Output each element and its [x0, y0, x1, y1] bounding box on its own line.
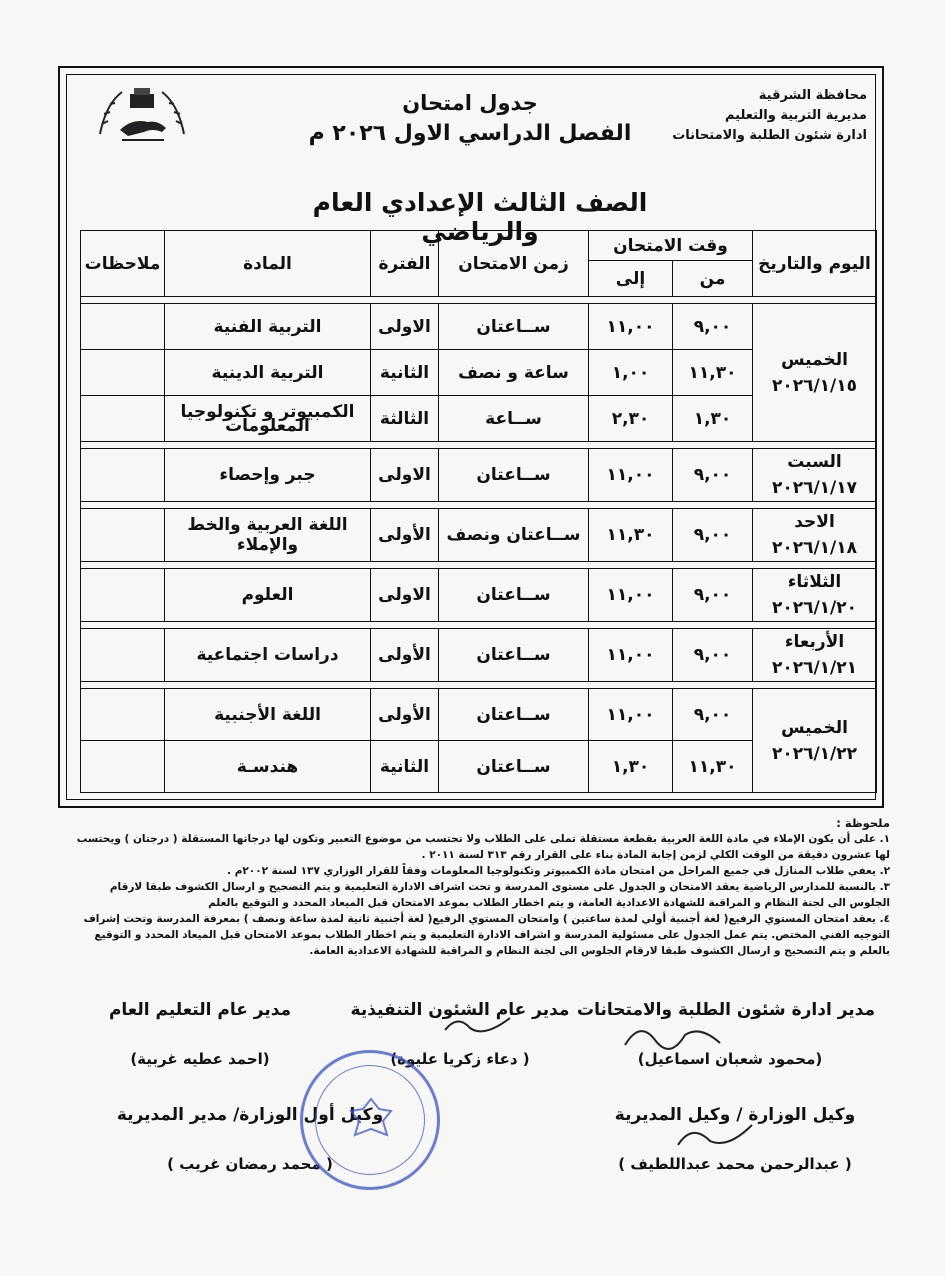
from-cell: ٩,٠٠: [673, 449, 753, 502]
table-row: [81, 304, 877, 350]
subject-cell: هندسـة: [165, 741, 371, 793]
title-block: [300, 88, 640, 150]
note-item: ٢. يعفي طلاب المنازل في جميع المراحل من امتحان مادة الكمبيوتر وتكنولوجيا المعلومات وفقاً للقرار الوزاري ١٣٧ لسنة ٢٠٠٢م .: [227, 865, 890, 877]
from-cell: ٩,٠٠: [673, 629, 753, 682]
period-cell: الاولى: [371, 569, 439, 622]
official-stamp-icon: [300, 1050, 440, 1190]
subject-cell: التربية الدينية: [165, 350, 371, 396]
day-name: الخميس: [781, 717, 848, 738]
from-cell: ١,٣٠: [673, 396, 753, 442]
header-subject: المادة: [165, 231, 371, 297]
notes-cell: [81, 689, 165, 741]
day-cell: [753, 629, 877, 682]
table-row: [81, 629, 877, 682]
period-cell: الأولى: [371, 509, 439, 562]
duration-cell: ســاعتان: [439, 449, 589, 502]
day-name: الاحد: [794, 512, 835, 532]
subject-cell: جبر وإحصاء: [165, 449, 371, 502]
period-cell: الاولى: [371, 449, 439, 502]
notes-cell: [81, 350, 165, 396]
day-date: ٢٠٢٦/١/١٥: [771, 375, 858, 396]
duration-cell: ســاعتان: [439, 304, 589, 350]
signature-role: وكيل الوزارة / وكيل المديرية: [614, 1105, 856, 1125]
notes-cell: [81, 569, 165, 622]
signature-role: مدير عام الشئون التنفيذية: [350, 1000, 570, 1020]
subject-cell: اللغة العربية والخط والإملاء: [165, 509, 371, 562]
governorate-line: محافظة الشرقية: [758, 88, 867, 103]
notes-cell: [81, 741, 165, 793]
signature-role: وكيل أول الوزارة/ مدير المديرية: [116, 1105, 384, 1125]
duration-cell: ســاعتان: [439, 629, 589, 682]
grade-title: الصف الثالث الإعدادي العام والرياضي: [312, 188, 648, 246]
signature-name: (محمود شعبان اسماعيل): [637, 1050, 823, 1068]
period-cell: الثانية: [371, 350, 439, 396]
to-cell: ١١,٠٠: [589, 304, 673, 350]
day-name: الثلاثاء: [787, 572, 842, 592]
to-cell: ١١,٠٠: [589, 629, 673, 682]
handwritten-signature-icon: [670, 1115, 760, 1155]
day-name: الأربعاء: [784, 632, 845, 652]
subject-cell: دراسات اجتماعية: [165, 629, 371, 682]
day-name: الخميس: [781, 349, 848, 370]
day-cell: [753, 689, 877, 793]
day-date: ٢٠٢٦/١/٢٢: [771, 743, 858, 764]
from-cell: ١١,٣٠: [673, 741, 753, 793]
to-cell: ١١,٠٠: [589, 569, 673, 622]
day-date: ٢٠٢٦/١/١٨: [771, 538, 858, 558]
signature-role: مدير ادارة شئون الطلبة والامتحانات: [577, 1000, 875, 1020]
department-line: ادارة شئون الطلبة والامتحانات: [672, 128, 867, 143]
subject-cell: اللغة الأجنبية: [165, 689, 371, 741]
duration-cell: ســاعتان: [439, 689, 589, 741]
duration-cell: ساعة و نصف: [439, 350, 589, 396]
issuer-block: [627, 86, 867, 146]
header-from: من: [673, 261, 753, 297]
term-title: الفصل الدراسي الاول ٢٠٢٦ م: [308, 121, 632, 146]
header-exam-time: وقت الامتحان: [589, 231, 753, 261]
header-to: إلى: [589, 261, 673, 297]
day-date: ٢٠٢٦/١/٢٠: [771, 598, 858, 618]
table-row: [81, 569, 877, 622]
note-item: ٣. بالنسبة للمدارس الرياضية يعقد الامتحان و الجدول على مستوى المدرسة و تحت اشراف الادارة التعليمية و يتم التصحيح و ارسال الكشوف طبقا لارقام الجلوس الى لجنة النظام و المراقبة للشهادة الاعدادية العامة، و يتم اخطار الطلاب بموعد الامتحان قبل الميعاد المحدد و التوقيع بالعلم: [109, 881, 890, 909]
signature-name: (احمد عطيه غربية): [130, 1050, 270, 1068]
from-cell: ٩,٠٠: [673, 304, 753, 350]
duration-cell: ســاعتان: [439, 569, 589, 622]
period-cell: الثالثة: [371, 396, 439, 442]
duration-cell: ســاعة: [439, 396, 589, 442]
to-cell: ١١,٣٠: [589, 509, 673, 562]
to-cell: ١,٠٠: [589, 350, 673, 396]
day-cell: [753, 304, 877, 442]
day-date: ٢٠٢٦/١/٢١: [771, 658, 858, 678]
signature-name: ( محمد رمضان غريب ): [167, 1155, 333, 1173]
to-cell: ١١,٠٠: [589, 449, 673, 502]
directorate-line: مديرية التربية والتعليم: [724, 108, 867, 123]
notes-cell: [81, 629, 165, 682]
signature-role: مدير عام التعليم العام: [108, 1000, 292, 1020]
header-day-date: اليوم والتاريخ: [753, 231, 877, 297]
duration-cell: ســاعتان: [439, 741, 589, 793]
header-period: الفترة: [371, 231, 439, 297]
handwritten-signature-icon: [620, 1015, 730, 1055]
day-name: السبت: [787, 452, 842, 472]
subject-cell: العلوم: [165, 569, 371, 622]
from-cell: ٩,٠٠: [673, 689, 753, 741]
note-item: ١. على أن يكون الإملاء في مادة اللغة العربية بقطعة مستقلة تملى على الطلاب ولا تحتسب من موضوع التعبير وتكون لها درجاتها المستقلة ( درجتان ) ويحتسب لها عشرون دقيقة من الوقت الكلي لزمن إجابة المادة بناء على القرار رقم ٣١٣ لسنة ٢٠١١ .: [76, 833, 890, 861]
schedule-title: جدول امتحان: [402, 91, 538, 115]
ministry-emblem-icon: [92, 84, 192, 154]
to-cell: ١١,٠٠: [589, 689, 673, 741]
day-date: ٢٠٢٦/١/١٧: [771, 478, 858, 498]
period-cell: الاولى: [371, 304, 439, 350]
period-cell: الثانية: [371, 741, 439, 793]
notes-title: ملحوظة :: [836, 816, 890, 830]
duration-cell: ســاعتان ونصف: [439, 509, 589, 562]
to-cell: ٢,٣٠: [589, 396, 673, 442]
header-duration: زمن الامتحان: [439, 231, 589, 297]
day-cell: [753, 509, 877, 562]
from-cell: ١١,٣٠: [673, 350, 753, 396]
signature-name: ( عبدالرحمن محمد عبداللطيف ): [618, 1155, 852, 1173]
notes-cell: [81, 449, 165, 502]
period-cell: الأولى: [371, 629, 439, 682]
signature-general-education: [90, 1000, 310, 1068]
from-cell: ٩,٠٠: [673, 569, 753, 622]
exam-schedule-table: [80, 230, 877, 793]
table-row: [81, 689, 877, 741]
day-cell: [753, 449, 877, 502]
table-row: [81, 449, 877, 502]
header-notes: ملاحظات: [81, 231, 165, 297]
subject-cell: التربية الفنية: [165, 304, 371, 350]
notes-cell: [81, 509, 165, 562]
day-cell: [753, 569, 877, 622]
signature-name: ( دعاء زكريا عليوة): [390, 1050, 530, 1068]
from-cell: ٩,٠٠: [673, 509, 753, 562]
notes-cell: [81, 304, 165, 350]
note-item: ٤. يعقد امتحان المستوي الرفيع( لغة أجنبية أولي لمدة ساعتين ) وامتحان المستوي الرفيع( لغة أجنبية ثانية لمدة ساعة ونصف ) بمعرفة المدرسة وتحت إشراف التوجيه الفني المختص. يتم عمل الجدول على مسئولية المدرسة و اشراف الادارة التعليمية و يتم اخطار الطلاب بموعد الامتحان قبل الميعاد المحدد و التوقيع بالعلم و يتم التصحيح و ارسال الكشوف طبقا لارقام الجلوس الى لجنة النظام و المراقبة للشهادة الاعدادية العامة.: [83, 913, 890, 957]
handwritten-signature-icon: [440, 1010, 520, 1040]
table-row: [81, 509, 877, 562]
subject-cell: الكمبيوتر و تكنولوجيا المعلومات: [165, 396, 371, 442]
to-cell: ١,٣٠: [589, 741, 673, 793]
notes-cell: [81, 396, 165, 442]
period-cell: الأولى: [371, 689, 439, 741]
notes-section: [70, 815, 890, 959]
